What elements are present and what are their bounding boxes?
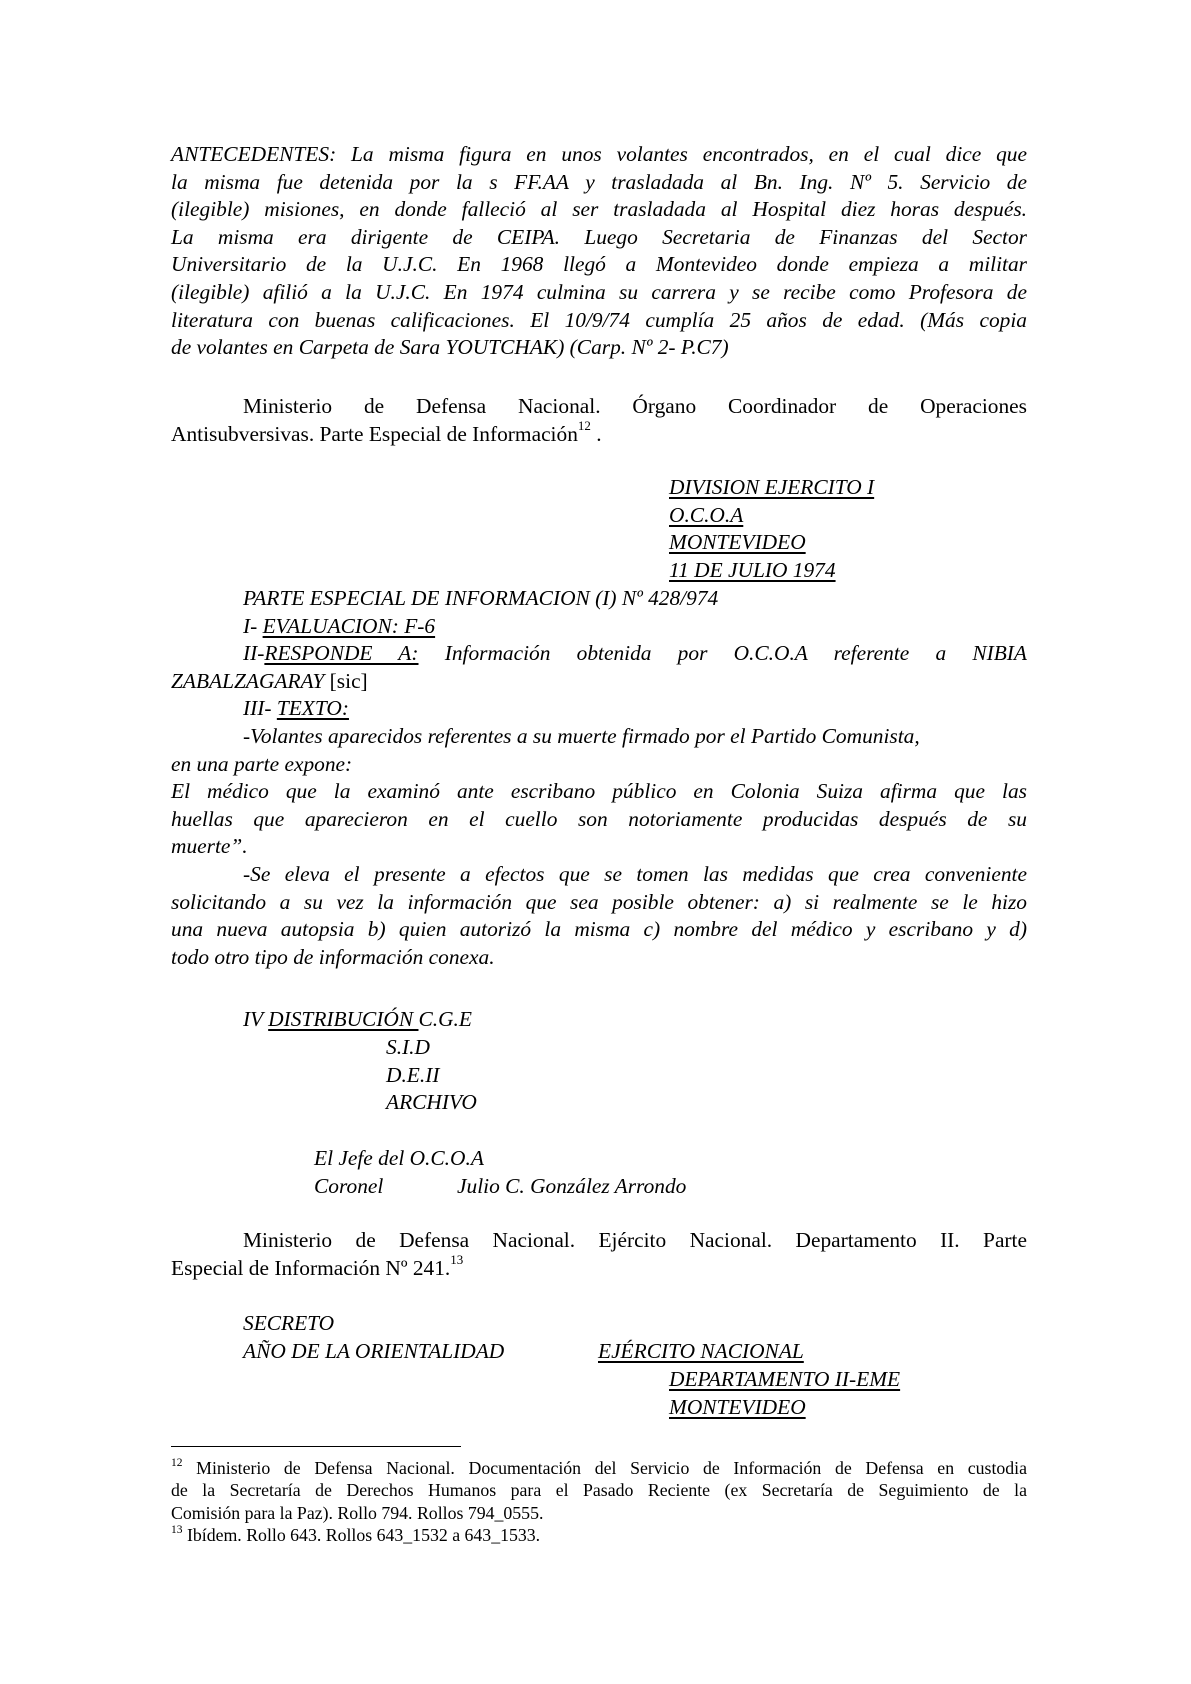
footnote-number: 13 bbox=[171, 1523, 183, 1536]
footnote-12-line: Comisión para la Paz). Rollo 794. Rollos 794_0555. bbox=[171, 1502, 544, 1523]
footnote-ref-13[interactable]: 13 bbox=[450, 1252, 464, 1268]
header-line: MONTEVIDEO bbox=[669, 1394, 806, 1419]
responde-prefix: II- bbox=[243, 641, 265, 666]
parte-title: PARTE ESPECIAL DE INFORMACION (I) Nº 428/974 bbox=[243, 586, 719, 610]
evaluacion-line bbox=[171, 613, 1027, 641]
antecedentes-line: La misma era dirigente de CEIPA. Luego Secretaria de Finanzas del Sector bbox=[171, 224, 1027, 249]
intro-2-line: Ministerio de Defensa Nacional. Ejército Nacional. Departamento II. Parte bbox=[243, 1228, 1027, 1252]
intro-1-line bbox=[171, 418, 1027, 449]
footnote-text: Ibídem. Rollo 643. Rollos 643_1532 a 643_1533. bbox=[182, 1524, 541, 1545]
distribucion-prefix: IV bbox=[243, 1007, 269, 1031]
header-line: 11 DE JULIO 1974 bbox=[669, 557, 836, 582]
distribucion-label: DISTRIBUCIÓN bbox=[268, 1007, 419, 1031]
header-line: DIVISION EJERCITO I bbox=[669, 475, 875, 499]
evaluacion-prefix: I- bbox=[243, 613, 263, 638]
quote-line: huellas que aparecieron en el cuello son notoriamente producidas después de su bbox=[171, 806, 1027, 831]
footnotes bbox=[171, 1457, 1027, 1546]
texto-prefix: III- bbox=[243, 696, 277, 721]
sic-note: [sic] bbox=[324, 668, 368, 693]
signature-rank: Coronel bbox=[314, 1173, 384, 1198]
responde-name: ZABALZAGARAY bbox=[171, 668, 325, 693]
header-line: O.C.O.A bbox=[669, 502, 744, 527]
header-line: EJÉRCITO NACIONAL bbox=[598, 1339, 804, 1363]
texto-paragraph-2-line: todo otro tipo de información conexa. bbox=[171, 944, 495, 969]
intro-1-text: Antisubversivas. Parte Especial de Información bbox=[171, 421, 578, 446]
responde-name-line bbox=[171, 668, 1027, 696]
distribucion-item: D.E.II bbox=[386, 1062, 440, 1087]
parte-especial-section bbox=[171, 585, 1027, 971]
texto-paragraph-1-line: -Volantes aparecidos referentes a su muerte firmado por el Partido Comunista, bbox=[243, 723, 920, 748]
intro-1-line: Ministerio de Defensa Nacional. Órgano Coordinador de Operaciones bbox=[243, 394, 1027, 418]
footnote-13 bbox=[171, 1524, 1027, 1546]
texto-paragraph-2-line: una nueva autopsia b) quien autorizó la misma c) nombre del médico y escribano y d) bbox=[171, 917, 1027, 942]
texto-paragraph-2-line: solicitando a su vez la información que sea posible obtener: a) si realmente se le hizo bbox=[171, 889, 1027, 914]
signature-block bbox=[314, 1145, 686, 1200]
signature-title: El Jefe del O.C.O.A bbox=[314, 1146, 484, 1170]
responde-text: Información obtenida por O.C.O.A referente a NIBIA bbox=[418, 641, 1027, 666]
texto-paragraph-2-line: -Se eleva el presente a efectos que se tomen las medidas que crea conveniente bbox=[243, 861, 1027, 886]
footnote-12 bbox=[171, 1457, 1027, 1479]
distribucion-list bbox=[386, 1034, 477, 1117]
document-header-2-right bbox=[598, 1338, 804, 1366]
antecedentes-line: ANTECEDENTES: La misma figura en unos volantes encontrados, en el cual dice que bbox=[171, 142, 1027, 166]
intro-1-tail: . bbox=[590, 421, 602, 446]
intro-paragraph-2 bbox=[171, 1227, 1027, 1282]
responde-label: RESPONDE A: bbox=[264, 641, 419, 666]
responde-line bbox=[171, 640, 1027, 668]
antecedentes-line: (ilegible) misiones, en donde falleció al ser trasladada al Hospital diez horas después. bbox=[171, 197, 1027, 222]
header-line: MONTEVIDEO bbox=[669, 530, 806, 555]
distribucion-section bbox=[243, 1006, 472, 1034]
footnote-ref-12[interactable]: 12 bbox=[577, 418, 591, 434]
footnote-separator bbox=[171, 1446, 461, 1447]
texto-line bbox=[171, 695, 1027, 723]
footnote-12-line: de la Secretaría de Derechos Humanos para el Pasado Reciente (ex Secretaría de Seguimiento de la bbox=[171, 1480, 1027, 1501]
document-header-2-left bbox=[243, 1310, 504, 1365]
secreto-label: SECRETO bbox=[243, 1311, 335, 1335]
footnote-text: Ministerio de Defensa Nacional. Documentación del Servicio de Información de Defensa en custodia bbox=[182, 1458, 1027, 1478]
intro-2-line bbox=[171, 1252, 1027, 1283]
evaluacion-label: EVALUACION: F-6 bbox=[262, 613, 436, 638]
antecedentes-line: (ilegible) afilió a la U.J.C. En 1974 culmina su carrera y se recibe como Profesora de bbox=[171, 279, 1027, 304]
distribucion-item: ARCHIVO bbox=[386, 1090, 477, 1115]
header-line: DEPARTAMENTO II-EME bbox=[669, 1367, 901, 1391]
quote-line: El médico que la examinó ante escribano público en Colonia Suiza afirma que las bbox=[171, 779, 1027, 804]
distribucion-item: C.G.E bbox=[418, 1007, 472, 1031]
antecedentes-line: de volantes en Carpeta de Sara YOUTCHAK) (Carp. Nº 2- P.C7) bbox=[171, 335, 729, 360]
intro-paragraph-1 bbox=[171, 393, 1027, 448]
antecedentes-line: la misma fue detenida por la s FF.AA y trasladada al Bn. Ing. Nº 5. Servicio de bbox=[171, 169, 1027, 194]
intro-2-text: Especial de Información Nº 241. bbox=[171, 1255, 451, 1280]
document-header-1 bbox=[669, 474, 874, 584]
antecedentes-line: literatura con buenas calificaciones. El 10/9/74 cumplía 25 años de edad. (Más copia bbox=[171, 307, 1027, 332]
anio-label: AÑO DE LA ORIENTALIDAD bbox=[243, 1338, 505, 1363]
footnote-number: 12 bbox=[171, 1457, 183, 1470]
distribucion-line bbox=[243, 1006, 472, 1034]
texto-paragraph-1-line: en una parte expone: bbox=[171, 751, 353, 776]
signature-name: Julio C. González Arrondo bbox=[457, 1173, 687, 1198]
document-header-2-right-cont bbox=[669, 1366, 900, 1421]
signature-name-line bbox=[314, 1173, 686, 1201]
antecedentes-line: Universitario de la U.J.C. En 1968 llegó a Montevideo donde empieza a militar bbox=[171, 252, 1027, 277]
quote-line: muerte”. bbox=[171, 834, 248, 859]
distribucion-item: S.I.D bbox=[386, 1035, 430, 1059]
texto-label: TEXTO: bbox=[276, 696, 349, 721]
antecedentes-paragraph bbox=[171, 141, 1027, 362]
